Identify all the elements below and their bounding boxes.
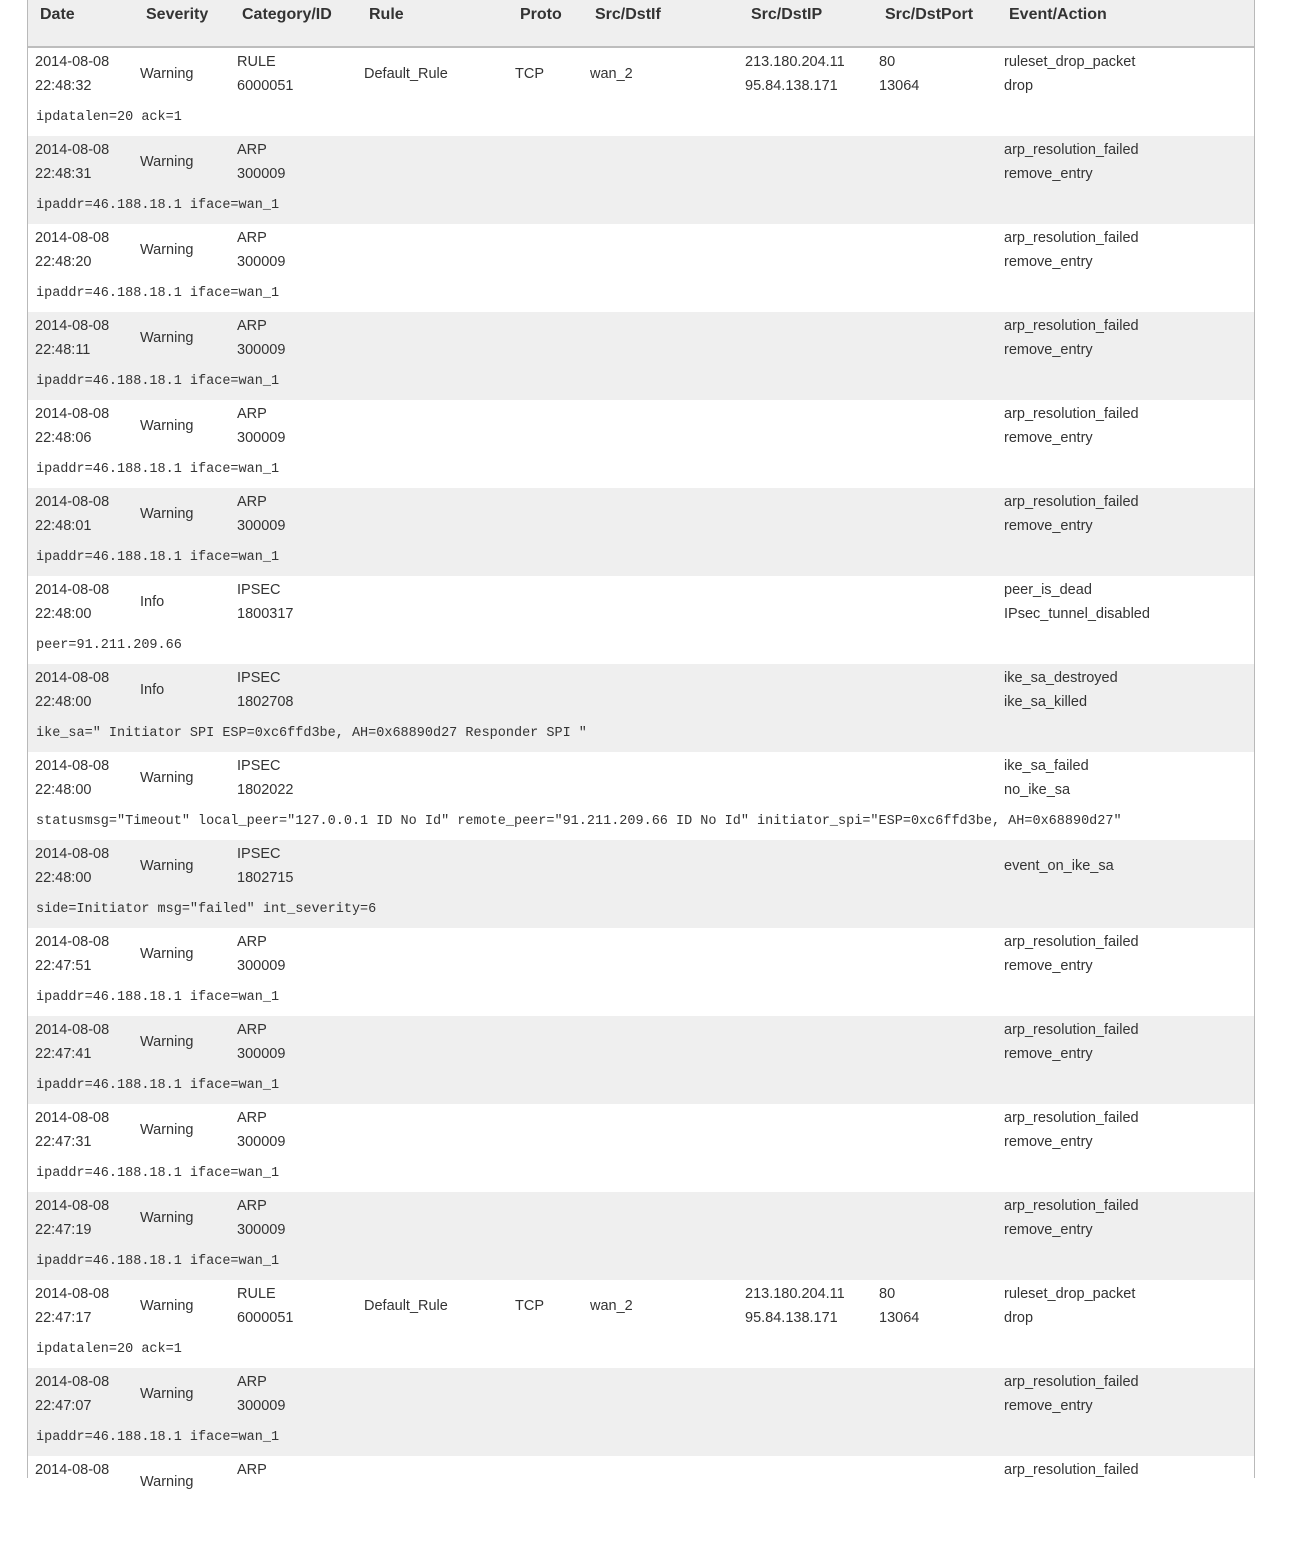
log-detail: ipaddr=46.188.18.1 iface=wan_1: [36, 1078, 280, 1093]
log-severity: Warning: [140, 1298, 194, 1314]
log-event: arp_resolution_failed: [1004, 494, 1139, 510]
log-detail: ipaddr=46.188.18.1 iface=wan_1: [36, 462, 280, 477]
log-detail: ipaddr=46.188.18.1 iface=wan_1: [36, 1430, 280, 1445]
log-date: 2014-08-08: [35, 318, 110, 334]
table-row[interactable]: [28, 1368, 1254, 1456]
log-time: 22:47:17: [35, 1310, 92, 1326]
table-row[interactable]: [28, 312, 1254, 400]
log-event: arp_resolution_failed: [1004, 1462, 1139, 1478]
log-id: 6000051: [237, 1310, 294, 1326]
log-category: ARP: [237, 934, 267, 950]
log-id: 1800317: [237, 606, 294, 622]
log-action: remove_entry: [1004, 1134, 1093, 1150]
table-row[interactable]: [28, 576, 1254, 664]
col-header-srcdstif[interactable]: Src/DstIf: [595, 6, 661, 23]
log-id: 1802708: [237, 694, 294, 710]
log-date: 2014-08-08: [35, 1286, 110, 1302]
log-id: 300009: [237, 518, 286, 534]
log-date: 2014-08-08: [35, 1022, 110, 1038]
log-time: 22:48:01: [35, 518, 92, 534]
log-event: arp_resolution_failed: [1004, 1022, 1139, 1038]
log-severity: Warning: [140, 770, 194, 786]
log-severity: Info: [140, 594, 165, 610]
log-time: 22:48:31: [35, 166, 92, 182]
log-time: 22:48:00: [35, 606, 92, 622]
log-action: drop: [1004, 1310, 1034, 1326]
log-action: remove_entry: [1004, 1398, 1093, 1414]
log-date: 2014-08-08: [35, 1198, 110, 1214]
log-id: 1802022: [237, 782, 294, 798]
log-dst-ip: 95.84.138.171: [745, 78, 838, 94]
log-proto: TCP: [515, 1298, 544, 1314]
log-date: 2014-08-08: [35, 934, 110, 950]
log-time: 22:47:31: [35, 1134, 92, 1150]
log-rule: Default_Rule: [364, 66, 448, 82]
log-severity: Warning: [140, 1474, 194, 1490]
log-date: 2014-08-08: [35, 1374, 110, 1390]
col-header-date[interactable]: Date: [40, 6, 75, 23]
log-date: 2014-08-08: [35, 230, 110, 246]
log-id: 300009: [237, 1398, 286, 1414]
log-proto: TCP: [515, 66, 544, 82]
log-date: 2014-08-08: [35, 758, 110, 774]
col-header-event[interactable]: Event/Action: [1009, 6, 1107, 23]
table-header: [28, 0, 1254, 48]
log-category: ARP: [237, 406, 267, 422]
log-time: 22:48:11: [35, 342, 91, 358]
log-action: remove_entry: [1004, 518, 1093, 534]
log-severity: Warning: [140, 1210, 194, 1226]
log-id: 300009: [237, 342, 286, 358]
log-severity: Warning: [140, 242, 194, 258]
log-category: ARP: [237, 318, 267, 334]
log-detail: peer=91.211.209.66: [36, 638, 182, 653]
log-detail: ipdatalen=20 ack=1: [36, 110, 182, 125]
col-header-srcdstip[interactable]: Src/DstIP: [751, 6, 823, 23]
log-action: remove_entry: [1004, 342, 1093, 358]
table-row[interactable]: [28, 1104, 1254, 1192]
log-severity: Info: [140, 682, 165, 698]
log-severity: Warning: [140, 330, 194, 346]
log-event: arp_resolution_failed: [1004, 1198, 1139, 1214]
log-dst-port: 13064: [879, 78, 920, 94]
log-category: ARP: [237, 494, 267, 510]
log-event: ike_sa_destroyed: [1004, 670, 1118, 686]
col-header-rule[interactable]: Rule: [369, 6, 404, 23]
log-detail: ike_sa=" Initiator SPI ESP=0xc6ffd3be, AH=0x68890d27 Responder SPI ": [36, 726, 587, 741]
log-id: 300009: [237, 958, 286, 974]
log-detail: ipaddr=46.188.18.1 iface=wan_1: [36, 990, 280, 1005]
log-event: arp_resolution_failed: [1004, 1110, 1139, 1126]
log-severity: Warning: [140, 1122, 194, 1138]
log-detail: ipaddr=46.188.18.1 iface=wan_1: [36, 550, 280, 565]
log-id: 300009: [237, 166, 286, 182]
log-date: 2014-08-08: [35, 142, 110, 158]
log-category: ARP: [237, 1022, 267, 1038]
log-action: drop: [1004, 78, 1034, 94]
log-event: peer_is_dead: [1004, 582, 1092, 598]
log-date: 2014-08-08: [35, 846, 110, 862]
log-category: ARP: [237, 1462, 267, 1478]
log-src-ip: 213.180.204.11: [745, 1286, 845, 1302]
log-interface: wan_2: [590, 1298, 633, 1314]
log-category: ARP: [237, 1110, 267, 1126]
log-category: IPSEC: [237, 670, 281, 686]
log-detail: ipaddr=46.188.18.1 iface=wan_1: [36, 286, 280, 301]
log-event: arp_resolution_failed: [1004, 1374, 1139, 1390]
log-time: 22:47:51: [35, 958, 92, 974]
log-date: 2014-08-08: [35, 1110, 110, 1126]
log-action: remove_entry: [1004, 430, 1093, 446]
log-event: event_on_ike_sa: [1004, 858, 1114, 874]
log-time: 22:48:20: [35, 254, 92, 270]
log-action: remove_entry: [1004, 1046, 1093, 1062]
log-detail: ipaddr=46.188.18.1 iface=wan_1: [36, 198, 280, 213]
log-category: ARP: [237, 1374, 267, 1390]
log-severity: Warning: [140, 946, 194, 962]
log-category: RULE: [237, 1286, 276, 1302]
log-time: 22:48:32: [35, 78, 92, 94]
log-event: ike_sa_failed: [1004, 758, 1089, 774]
log-action: remove_entry: [1004, 254, 1093, 270]
log-src-ip: 213.180.204.11: [745, 54, 845, 70]
log-severity: Warning: [140, 506, 194, 522]
log-date: 2014-08-08: [35, 670, 110, 686]
log-severity: Warning: [140, 154, 194, 170]
log-time: 22:48:00: [35, 694, 92, 710]
log-time: 22:47:41: [35, 1046, 92, 1062]
log-category: IPSEC: [237, 758, 281, 774]
log-detail: side=Initiator msg="failed" int_severity=6: [36, 902, 377, 917]
table-row[interactable]: [28, 1280, 1254, 1368]
log-severity: Warning: [140, 66, 194, 82]
log-category: IPSEC: [237, 582, 281, 598]
log-table: [27, 0, 1255, 1490]
log-detail: statusmsg="Timeout" local_peer="127.0.0.1 ID No Id" remote_peer="91.211.209.66 ID No Id" initiator_spi="ESP=0xc6ffd3be, AH=0x68890d27": [36, 814, 1122, 829]
col-header-severity[interactable]: Severity: [146, 6, 209, 23]
log-time: 22:48:06: [35, 430, 92, 446]
log-id: 300009: [237, 1134, 286, 1150]
log-action: no_ike_sa: [1004, 782, 1071, 798]
log-category: IPSEC: [237, 846, 281, 862]
log-event: ruleset_drop_packet: [1004, 54, 1136, 70]
log-time: 22:48:00: [35, 870, 92, 886]
log-action: remove_entry: [1004, 1222, 1093, 1238]
log-action: remove_entry: [1004, 166, 1093, 182]
log-action: IPsec_tunnel_disabled: [1004, 606, 1150, 622]
log-rule: Default_Rule: [364, 1298, 448, 1314]
log-event: arp_resolution_failed: [1004, 230, 1139, 246]
log-category: ARP: [237, 1198, 267, 1214]
log-date: 2014-08-08: [35, 406, 110, 422]
col-header-proto[interactable]: Proto: [520, 6, 562, 23]
log-id: 6000051: [237, 78, 294, 94]
col-header-srcdstport[interactable]: Src/DstPort: [885, 6, 974, 23]
table-row[interactable]: [28, 664, 1254, 752]
log-action: remove_entry: [1004, 958, 1093, 974]
table-row[interactable]: [28, 136, 1254, 224]
table-body: [28, 48, 1254, 1544]
table-row[interactable]: [28, 1456, 1254, 1544]
log-severity: Warning: [140, 858, 194, 874]
log-severity: Warning: [140, 1034, 194, 1050]
log-event: ruleset_drop_packet: [1004, 1286, 1136, 1302]
log-event: arp_resolution_failed: [1004, 318, 1139, 334]
log-event: arp_resolution_failed: [1004, 406, 1139, 422]
table-row[interactable]: [28, 224, 1254, 312]
log-date: 2014-08-08: [35, 1462, 110, 1478]
log-event: arp_resolution_failed: [1004, 142, 1139, 158]
log-id: 300009: [237, 1222, 286, 1238]
log-src-port: 80: [879, 54, 896, 70]
log-time: 22:48:00: [35, 782, 92, 798]
log-severity: Warning: [140, 418, 194, 434]
table-row[interactable]: [28, 1192, 1254, 1280]
log-event: arp_resolution_failed: [1004, 934, 1139, 950]
log-category: ARP: [237, 142, 267, 158]
log-id: 300009: [237, 254, 286, 270]
table-row[interactable]: [28, 1016, 1254, 1104]
log-detail: ipaddr=46.188.18.1 iface=wan_1: [36, 374, 280, 389]
table-row[interactable]: [28, 752, 1254, 840]
log-id: 300009: [237, 430, 286, 446]
log-time: 22:47:07: [35, 1398, 92, 1414]
log-time: 22:47:19: [35, 1222, 92, 1238]
log-id: 300009: [237, 1046, 286, 1062]
log-src-port: 80: [879, 1286, 896, 1302]
log-id: 1802715: [237, 870, 294, 886]
table-row[interactable]: [28, 928, 1254, 1016]
table-row[interactable]: [28, 840, 1254, 928]
log-date: 2014-08-08: [35, 582, 110, 598]
log-category: RULE: [237, 54, 276, 70]
log-dst-ip: 95.84.138.171: [745, 1310, 838, 1326]
log-detail: ipaddr=46.188.18.1 iface=wan_1: [36, 1166, 280, 1181]
log-detail: ipaddr=46.188.18.1 iface=wan_1: [36, 1254, 280, 1269]
log-detail: ipdatalen=20 ack=1: [36, 1342, 182, 1357]
log-action: ike_sa_killed: [1004, 694, 1088, 710]
log-severity: Warning: [140, 1386, 194, 1402]
table-row[interactable]: [28, 400, 1254, 488]
log-interface: wan_2: [590, 66, 633, 82]
col-header-category[interactable]: Category/ID: [242, 6, 332, 23]
log-category: ARP: [237, 230, 267, 246]
table-row[interactable]: [28, 488, 1254, 576]
table-row[interactable]: [28, 48, 1254, 136]
log-dst-port: 13064: [879, 1310, 920, 1326]
log-date: 2014-08-08: [35, 54, 110, 70]
log-date: 2014-08-08: [35, 494, 110, 510]
